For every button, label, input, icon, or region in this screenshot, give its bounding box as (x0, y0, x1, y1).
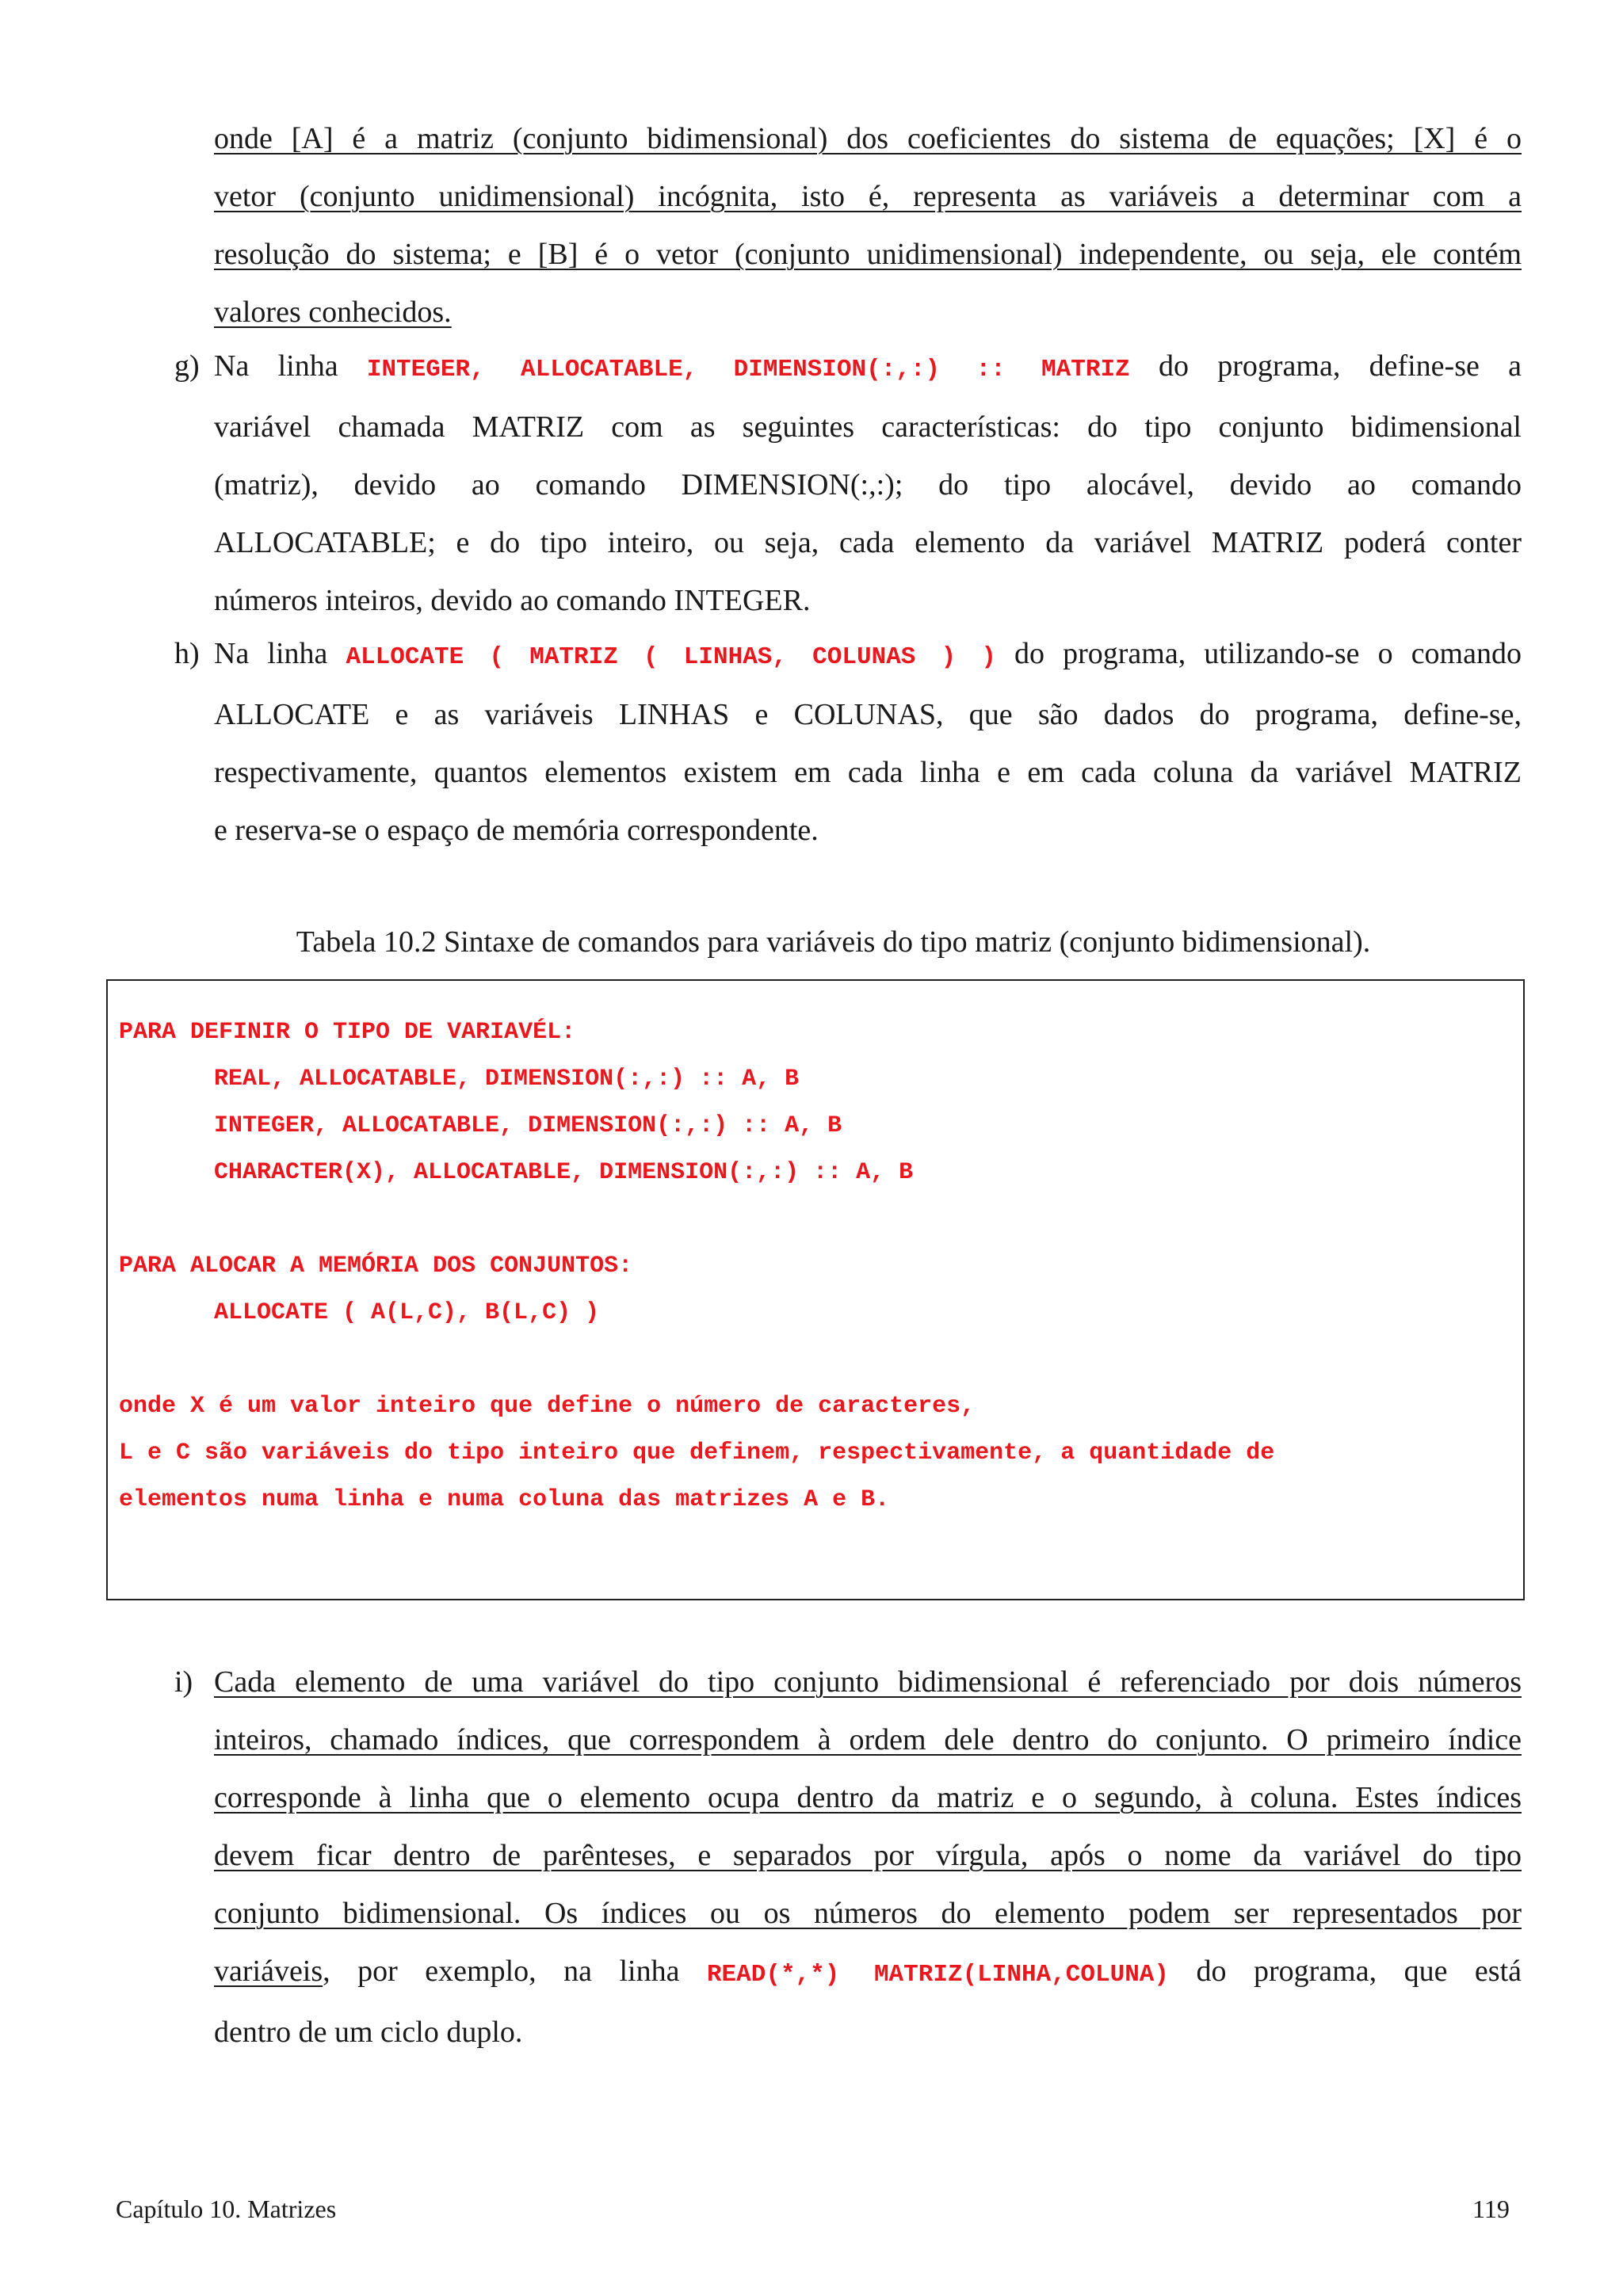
box-note-line-1: onde X é um valor inteiro que define o número de caracteres, (119, 1393, 976, 1420)
intro-paragraph (214, 110, 1522, 341)
footer-chapter-title: Capítulo 10. Matrizes (116, 2195, 337, 2223)
item-i-paragraph (174, 1653, 1522, 2061)
intro-line-2: vetor (conjunto unidimensional) incógnita, isto é, representa as variáveis a determinar com a (214, 180, 1522, 213)
item-g-label: g) (174, 349, 200, 383)
item-h-line-1 (214, 625, 1522, 686)
item-i-line-4: devem ficar dentro de parênteses, e separados por vírgula, após o nome da variável do tipo (214, 1839, 1522, 1872)
box-decl-character: CHARACTER(X), ALLOCATABLE, DIMENSION(:,:) :: A, B (214, 1159, 914, 1186)
item-h-label: h) (174, 637, 200, 670)
box-heading-define: PARA DEFINIR O TIPO DE VARIAVÉL: (119, 1019, 576, 1046)
item-g-pre: Na linha (214, 349, 367, 383)
intro-line-4: valores conhecidos. (214, 296, 452, 329)
item-i-line-2: inteiros, chamado índices, que correspondem à ordem dele dentro do conjunto. O primeiro índice (214, 1723, 1522, 1756)
item-g-post: do programa, define-se a (1129, 349, 1522, 383)
box-note-line-2: L e C são variáveis do tipo inteiro que definem, respectivamente, a quantidade de (119, 1440, 1275, 1466)
item-i-line-6-pre: , por exemplo, na linha (323, 1955, 707, 1988)
item-h-post: do programa, utilizando-se o comando (995, 637, 1522, 670)
item-i-line-6 (214, 1943, 1522, 2004)
item-g-line-4: ALLOCATABLE; e do tipo inteiro, ou seja, cada elemento da variável MATRIZ poderá conter (214, 526, 1522, 559)
item-g-line-5: números inteiros, devido ao comando INTEGER. (214, 584, 811, 617)
item-h-paragraph (174, 625, 1522, 860)
item-h-pre: Na linha (214, 637, 346, 670)
footer-page-number: 119 (1472, 2195, 1510, 2223)
box-note-line-3: elementos numa linha e numa coluna das matrizes A e B. (119, 1486, 890, 1513)
box-decl-real: REAL, ALLOCATABLE, DIMENSION(:,:) :: A, B (214, 1066, 800, 1093)
item-i-line-5: conjunto bidimensional. Os índices ou os números do elemento podem ser representados por (214, 1897, 1522, 1930)
item-g-line-1 (214, 338, 1522, 399)
item-g-line-2: variável chamada MATRIZ com as seguintes características: do tipo conjunto bidimensional (214, 410, 1522, 444)
item-h-line-2: ALLOCATE e as variáveis LINHAS e COLUNAS, que são dados do programa, define-se, (214, 698, 1522, 731)
item-g-paragraph (174, 338, 1522, 630)
box-heading-allocate: PARA ALOCAR A MEMÓRIA DOS CONJUNTOS: (119, 1253, 633, 1280)
item-h-code: ALLOCATE ( MATRIZ ( LINHAS, COLUNAS ) ) (346, 643, 996, 671)
intro-line-1: onde [A] é a matriz (conjunto bidimensional) dos coeficientes do sistema de equações; [X] é o (214, 122, 1522, 155)
box-allocate-statement: ALLOCATE ( A(L,C), B(L,C) ) (214, 1299, 600, 1326)
table-caption: Tabela 10.2 Sintaxe de comandos para variáveis do tipo matriz (conjunto bidimensional). (296, 925, 1371, 959)
box-decl-integer: INTEGER, ALLOCATABLE, DIMENSION(:,:) :: A, B (214, 1112, 842, 1139)
item-g-code: INTEGER, ALLOCATABLE, DIMENSION(:,:) :: MATRIZ (366, 356, 1130, 383)
item-h-line-3: respectivamente, quantos elementos existem em cada linha e em cada coluna da variável MATRIZ (214, 756, 1522, 789)
item-g-line-3: (matriz), devido ao comando DIMENSION(:,:); do tipo alocável, devido ao comando (214, 468, 1522, 502)
item-i-line-1: Cada elemento de uma variável do tipo conjunto bidimensional é referenciado por dois números (214, 1665, 1522, 1699)
item-i-code: READ(*,*) MATRIZ(LINHA,COLUNA) (706, 1961, 1170, 1989)
item-i-underlined-word: variáveis (214, 1955, 323, 1988)
syntax-table-box (106, 979, 1525, 1600)
item-h-line-4: e reserva-se o espaço de memória correspondente. (214, 814, 819, 847)
item-i-line-3: corresponde à linha que o elemento ocupa dentro da matriz e o segundo, à coluna. Estes índices (214, 1781, 1522, 1814)
item-i-line-6-post: do programa, que está (1169, 1955, 1522, 1988)
item-i-label: i) (174, 1665, 193, 1699)
intro-line-3: resolução do sistema; e [B] é o vetor (conjunto unidimensional) independente, ou seja, ele contém (214, 238, 1522, 271)
item-i-line-7: dentro de um ciclo duplo. (214, 2016, 523, 2049)
